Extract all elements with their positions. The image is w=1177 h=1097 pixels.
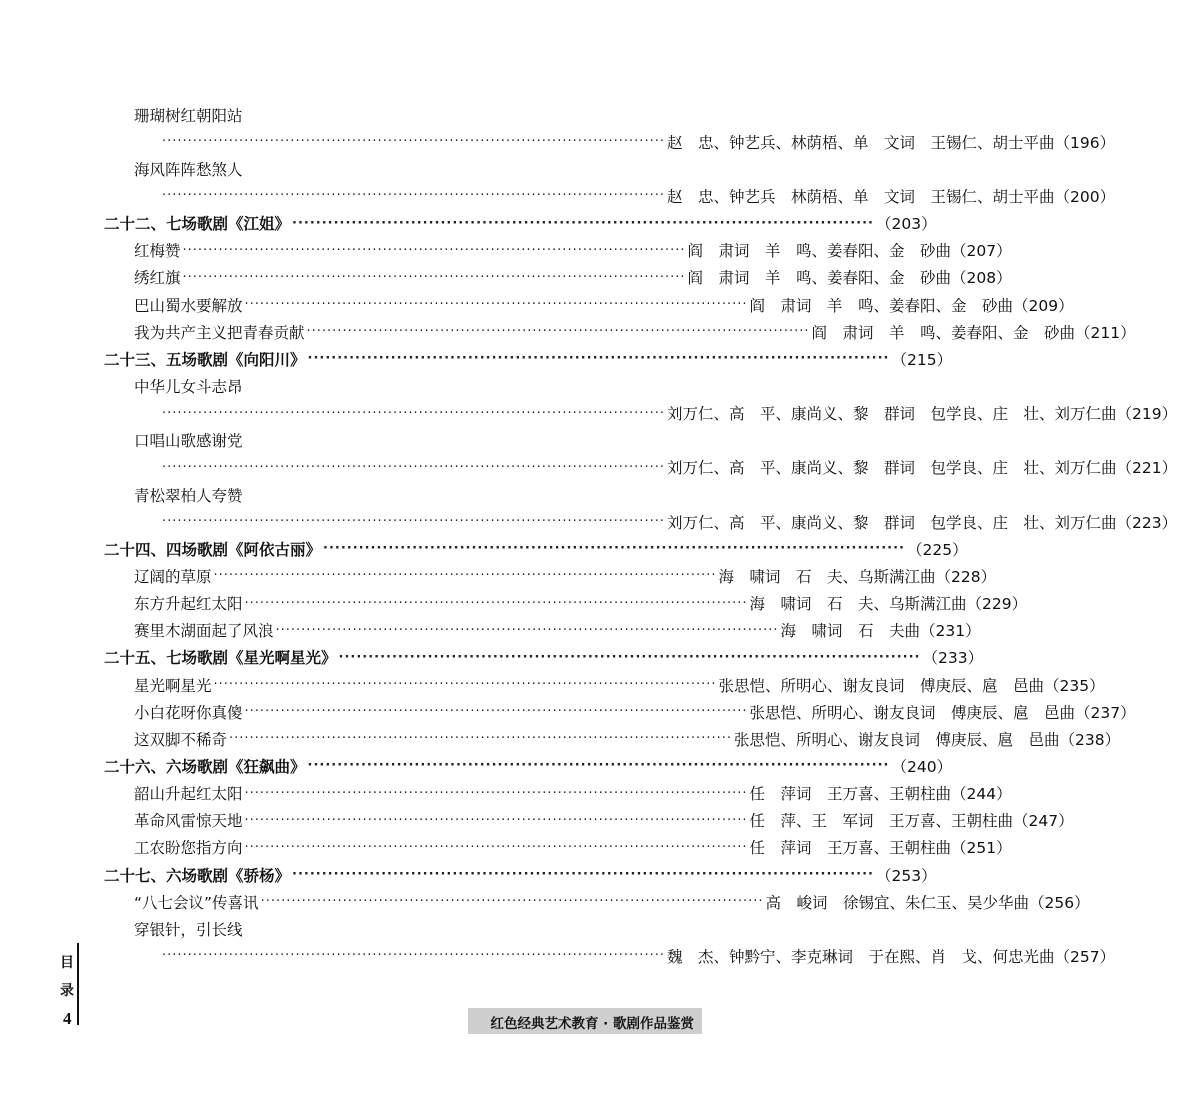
toc-entry-row bbox=[104, 725, 1121, 752]
page-number: 4 bbox=[63, 1009, 72, 1028]
section-title: 二十七、六场歌剧《骄杨》 bbox=[104, 866, 291, 885]
dot-leader: ·································································································· bbox=[229, 731, 732, 747]
song-title: 这双脚不稀奇 bbox=[134, 730, 228, 749]
page-ref: （233） bbox=[922, 649, 984, 668]
song-title: 口唱山歌感谢党 bbox=[134, 432, 243, 451]
page-ref: （235） bbox=[1044, 676, 1105, 695]
sidebar-tab-label: 目录 bbox=[60, 955, 74, 999]
song-title: 巴山蜀水要解放 bbox=[134, 296, 243, 315]
credit-text: 张思恺、所明心、谢友良词 傅庚辰、扈 邑曲 bbox=[718, 676, 1044, 695]
page-ref: （203） bbox=[876, 215, 937, 234]
song-title: “八七会议”传喜讯 bbox=[134, 893, 259, 912]
dot-leader: ·································································································· bbox=[213, 677, 717, 693]
credit-text: 海 啸词 石 夫曲 bbox=[780, 622, 920, 641]
dot-leader: ·································································································· bbox=[244, 595, 748, 611]
toc-entry-row bbox=[104, 101, 700, 128]
song-title: 韶山升起红太阳 bbox=[134, 785, 243, 804]
toc-entry-row bbox=[104, 508, 1177, 535]
toc-entry-row bbox=[104, 264, 1012, 291]
dot-leader: ·································································································· bbox=[306, 324, 810, 340]
dot-leader: ·································································································· bbox=[307, 351, 890, 367]
dot-leader: ·································································································· bbox=[244, 839, 748, 855]
dot-leader: ·································································································· bbox=[323, 541, 905, 557]
book-title: 红色经典艺术教育 · 歌剧作品鉴赏 bbox=[490, 1016, 694, 1032]
toc-entry-row bbox=[104, 454, 1177, 481]
page-ref: （247） bbox=[1013, 812, 1074, 831]
page-ref: （253） bbox=[876, 866, 937, 885]
toc-entry-row bbox=[104, 807, 1074, 834]
song-title: 辽阔的草原 bbox=[134, 567, 212, 586]
toc-entry-row bbox=[104, 698, 1136, 725]
toc-entry-row bbox=[104, 318, 1136, 345]
dot-leader: ·································································································· bbox=[292, 215, 874, 231]
credit-text: 任 萍、王 军词 王万喜、王朝柱曲 bbox=[749, 812, 1013, 831]
song-title: 海风阵阵愁煞人 bbox=[134, 160, 243, 179]
toc-entry-row bbox=[104, 834, 1012, 861]
page-ref: （228） bbox=[935, 567, 997, 586]
toc-entry-row bbox=[104, 128, 1116, 155]
toc-entry-row bbox=[104, 942, 1116, 969]
toc-entry-row bbox=[104, 400, 1177, 427]
dot-leader: ·································································································· bbox=[182, 242, 686, 258]
toc-entry-row bbox=[104, 182, 1116, 209]
toc-entry-row bbox=[104, 780, 1012, 807]
song-title: 绣红旗 bbox=[134, 269, 181, 288]
dot-leader: ·································································································· bbox=[162, 459, 665, 475]
toc-entry-row bbox=[104, 291, 1074, 318]
credit-text: 阎 肃词 羊 鸣、姜春阳、金 砂曲 bbox=[811, 323, 1075, 342]
dot-leader: ·································································································· bbox=[162, 188, 665, 204]
page-ref: （200） bbox=[1054, 187, 1116, 206]
credit-text: 任 萍词 王万喜、王朝柱曲 bbox=[749, 785, 951, 804]
dot-leader: ·································································································· bbox=[182, 269, 686, 285]
toc-entry-row bbox=[104, 671, 1105, 698]
page-ref: （219） bbox=[1116, 405, 1177, 424]
toc-section-row bbox=[104, 752, 953, 779]
credit-text: 任 萍词 王万喜、王朝柱曲 bbox=[749, 839, 951, 858]
page-ref: （209） bbox=[1013, 296, 1074, 315]
dot-leader: ·································································································· bbox=[162, 134, 665, 150]
toc-entry-row bbox=[104, 915, 700, 942]
section-title: 二十四、四场歌剧《阿依古丽》 bbox=[104, 540, 322, 559]
song-title: 星光啊星光 bbox=[134, 676, 212, 695]
page-ref: （207） bbox=[951, 242, 1012, 261]
toc-entry-row bbox=[104, 427, 700, 454]
dot-leader: ·································································································· bbox=[292, 867, 874, 882]
page-ref: （196） bbox=[1054, 133, 1116, 152]
song-title: 小白花呀你真傻 bbox=[134, 703, 243, 722]
toc-entry-row bbox=[104, 888, 1090, 915]
song-title: 革命风雷惊天地 bbox=[134, 812, 243, 831]
toc-section-row bbox=[104, 345, 953, 372]
song-title: 珊瑚树红朝阳站 bbox=[134, 106, 243, 125]
credit-text: 赵 忠、钟艺兵 林荫梧、单 文词 王锡仁、胡士平曲 bbox=[666, 187, 1055, 206]
song-title: 赛里木湖面起了风浪 bbox=[134, 622, 274, 641]
credit-text: 海 啸词 石 夫、乌斯满江曲 bbox=[718, 567, 936, 586]
credit-text: 张思恺、所明心、谢友良词 傅庚辰、扈 邑曲 bbox=[733, 730, 1060, 749]
credit-text: 刘万仁、高 平、康尚义、黎 群词 包学良、庄 壮、刘万仁曲 bbox=[666, 459, 1117, 478]
dot-leader: ·································································································· bbox=[213, 568, 717, 584]
dot-leader: ·································································································· bbox=[260, 894, 764, 910]
page-ref: （223） bbox=[1116, 513, 1177, 532]
section-title: 二十三、五场歌剧《向阳川》 bbox=[104, 350, 306, 369]
dot-leader: ·································································································· bbox=[244, 704, 748, 720]
dot-leader: ·································································································· bbox=[275, 622, 779, 638]
dot-leader: ·································································································· bbox=[244, 297, 748, 313]
page-ref: （257） bbox=[1054, 947, 1116, 966]
toc-section-row bbox=[104, 644, 984, 671]
dot-leader: ·································································································· bbox=[307, 758, 890, 774]
section-title: 二十五、七场歌剧《星光啊星光》 bbox=[104, 649, 337, 668]
song-title: 青松翠柏人夸赞 bbox=[134, 486, 243, 505]
credit-text: 海 啸词 石 夫、乌斯满江曲 bbox=[749, 595, 967, 614]
page-ref: （237） bbox=[1075, 703, 1136, 722]
credit-text: 阎 肃词 羊 鸣、姜春阳、金 砂曲 bbox=[687, 269, 951, 288]
toc-section-row bbox=[104, 210, 937, 237]
credit-text: 阎 肃词 羊 鸣、姜春阳、金 砂曲 bbox=[749, 296, 1013, 315]
toc-entry-row bbox=[104, 481, 700, 508]
page-ref: （211） bbox=[1075, 323, 1136, 342]
page-ref: （225） bbox=[907, 540, 968, 559]
page-ref: （238） bbox=[1059, 730, 1121, 749]
toc-entry-row bbox=[104, 617, 981, 644]
credit-text: 刘万仁、高 平、康尚义、黎 群词 包学良、庄 壮、刘万仁曲 bbox=[666, 513, 1117, 532]
credit-text: 魏 杰、钟黔宁、李克琳词 于在熙、肖 戈、何忠光曲 bbox=[666, 947, 1055, 966]
dot-leader: ·································································································· bbox=[244, 785, 748, 801]
song-title: 东方升起红太阳 bbox=[134, 595, 243, 614]
page-ref: （256） bbox=[1029, 893, 1090, 912]
dot-leader: ·································································································· bbox=[162, 514, 665, 530]
table-of-contents bbox=[104, 101, 1177, 970]
credit-text: 高 峻词 徐锡宜、朱仁玉、吴少华曲 bbox=[765, 893, 1030, 912]
toc-entry-row bbox=[104, 155, 700, 182]
toc-section-row bbox=[104, 535, 968, 562]
section-title: 二十六、六场歌剧《狂飙曲》 bbox=[104, 757, 306, 776]
credit-text: 张思恺、所明心、谢友良词 傅庚辰、扈 邑曲 bbox=[749, 703, 1075, 722]
toc-entry-row bbox=[104, 590, 1028, 617]
toc-entry-row bbox=[104, 562, 997, 589]
song-title: 我为共产主义把青春贡献 bbox=[134, 323, 305, 342]
credit-text: 刘万仁、高 平、康尚义、黎 群词 包学良、庄 壮、刘万仁曲 bbox=[666, 405, 1117, 424]
song-title: 穿银针，引长线 bbox=[134, 920, 243, 939]
toc-entry-row bbox=[104, 237, 1012, 264]
page-ref: （208） bbox=[951, 269, 1012, 288]
page-ref: （244） bbox=[951, 785, 1012, 804]
dot-leader: ·································································································· bbox=[244, 812, 748, 828]
dot-leader: ·································································································· bbox=[338, 649, 921, 665]
page-ref: （221） bbox=[1116, 459, 1177, 478]
toc-entry-row bbox=[104, 372, 700, 399]
song-title: 中华儿女斗志昂 bbox=[134, 377, 243, 396]
credit-text: 阎 肃词 羊 鸣、姜春阳、金 砂曲 bbox=[687, 242, 951, 261]
song-title: 红梅赞 bbox=[134, 242, 181, 261]
dot-leader: ·································································································· bbox=[162, 948, 665, 964]
page-ref: （240） bbox=[891, 757, 953, 776]
page-ref: （215） bbox=[891, 350, 953, 369]
section-title: 二十二、七场歌剧《江姐》 bbox=[104, 215, 291, 234]
page-ref: （251） bbox=[951, 839, 1012, 858]
book-title-banner bbox=[468, 1008, 702, 1034]
page-ref: （229） bbox=[966, 595, 1028, 614]
song-title: 工农盼您指方向 bbox=[134, 839, 243, 858]
page-ref: （231） bbox=[920, 622, 981, 641]
dot-leader: ·································································································· bbox=[162, 405, 665, 421]
credit-text: 赵 忠、钟艺兵、林荫梧、单 文词 王锡仁、胡士平曲 bbox=[666, 133, 1055, 152]
toc-section-row bbox=[104, 861, 937, 888]
